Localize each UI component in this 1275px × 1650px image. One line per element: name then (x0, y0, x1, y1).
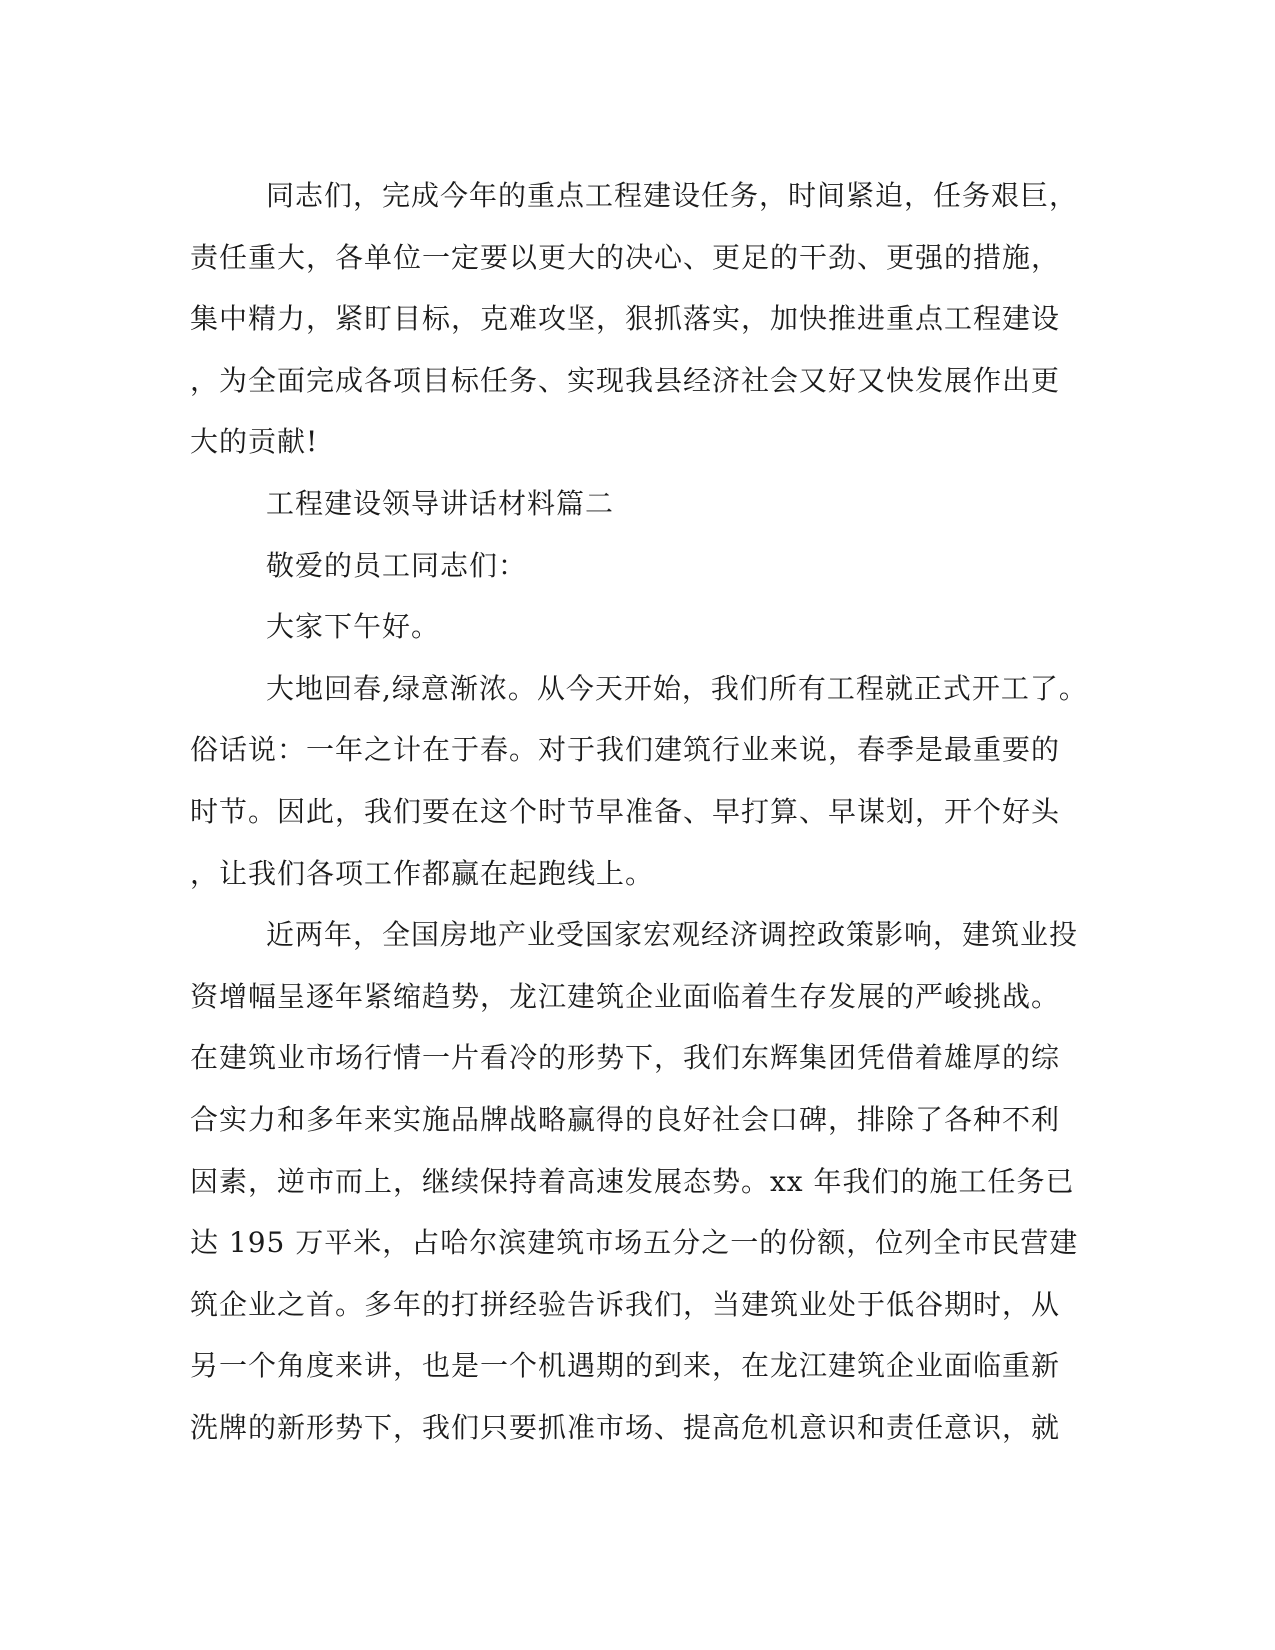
text-line: 筑企业之首。多年的打拼经验告诉我们，当建筑业处于低谷期时，从 (190, 1287, 1061, 1321)
section-heading: 工程建设领导讲话材料篇二 (266, 486, 615, 520)
text-line: 合实力和多年来实施品牌战略赢得的良好社会口碑，排除了各种不利 (190, 1102, 1061, 1136)
text-line: ，为全面完成各项目标任务、实现我县经济社会又好又快发展作出更 (190, 363, 1061, 397)
text-line: ，让我们各项工作都赢在起跑线上。 (190, 856, 655, 890)
text-line: 大地回春,绿意渐浓。从今天开始，我们所有工程就正式开工了。 (266, 671, 1088, 705)
document-body (190, 165, 1090, 1458)
text-line: 时节。因此，我们要在这个时节早准备、早打算、早谋划，开个好头 (190, 794, 1061, 828)
text-line: 因素，逆市而上，继续保持着高速发展态势。xx 年我们的施工任务已 (190, 1164, 1075, 1198)
text-line: 责任重大，各单位一定要以更大的决心、更足的干劲、更强的措施， (190, 240, 1061, 274)
text-line: 在建筑业市场行情一片看冷的形势下，我们东辉集团凭借着雄厚的综 (190, 1041, 1061, 1075)
text-line: 俗话说：一年之计在于春。对于我们建筑行业来说，春季是最重要的 (190, 733, 1061, 767)
text-line: 大的贡献! (190, 425, 319, 459)
text-line: 另一个角度来讲，也是一个机遇期的到来，在龙江建筑企业面临重新 (190, 1349, 1061, 1383)
text-line: 近两年，全国房地产业受国家宏观经济调控政策影响，建筑业投 (266, 918, 1079, 952)
greeting: 大家下午好。 (266, 610, 441, 644)
text-line: 集中精力，紧盯目标，克难攻坚，狠抓落实，加快推进重点工程建设 (190, 302, 1061, 336)
text-line: 同志们，完成今年的重点工程建设任务，时间紧迫，任务艰巨， (266, 179, 1079, 212)
text-line: 洗牌的新形势下，我们只要抓准市场、提高危机意识和责任意识，就 (190, 1410, 1061, 1444)
salutation: 敬爱的员工同志们： (266, 548, 528, 582)
text-line: 达 195 万平米，占哈尔滨建筑市场五分之一的份额，位列全市民营建 (190, 1226, 1079, 1260)
text-line: 资增幅呈逐年紧缩趋势，龙江建筑企业面临着生存发展的严峻挑战。 (190, 979, 1061, 1013)
